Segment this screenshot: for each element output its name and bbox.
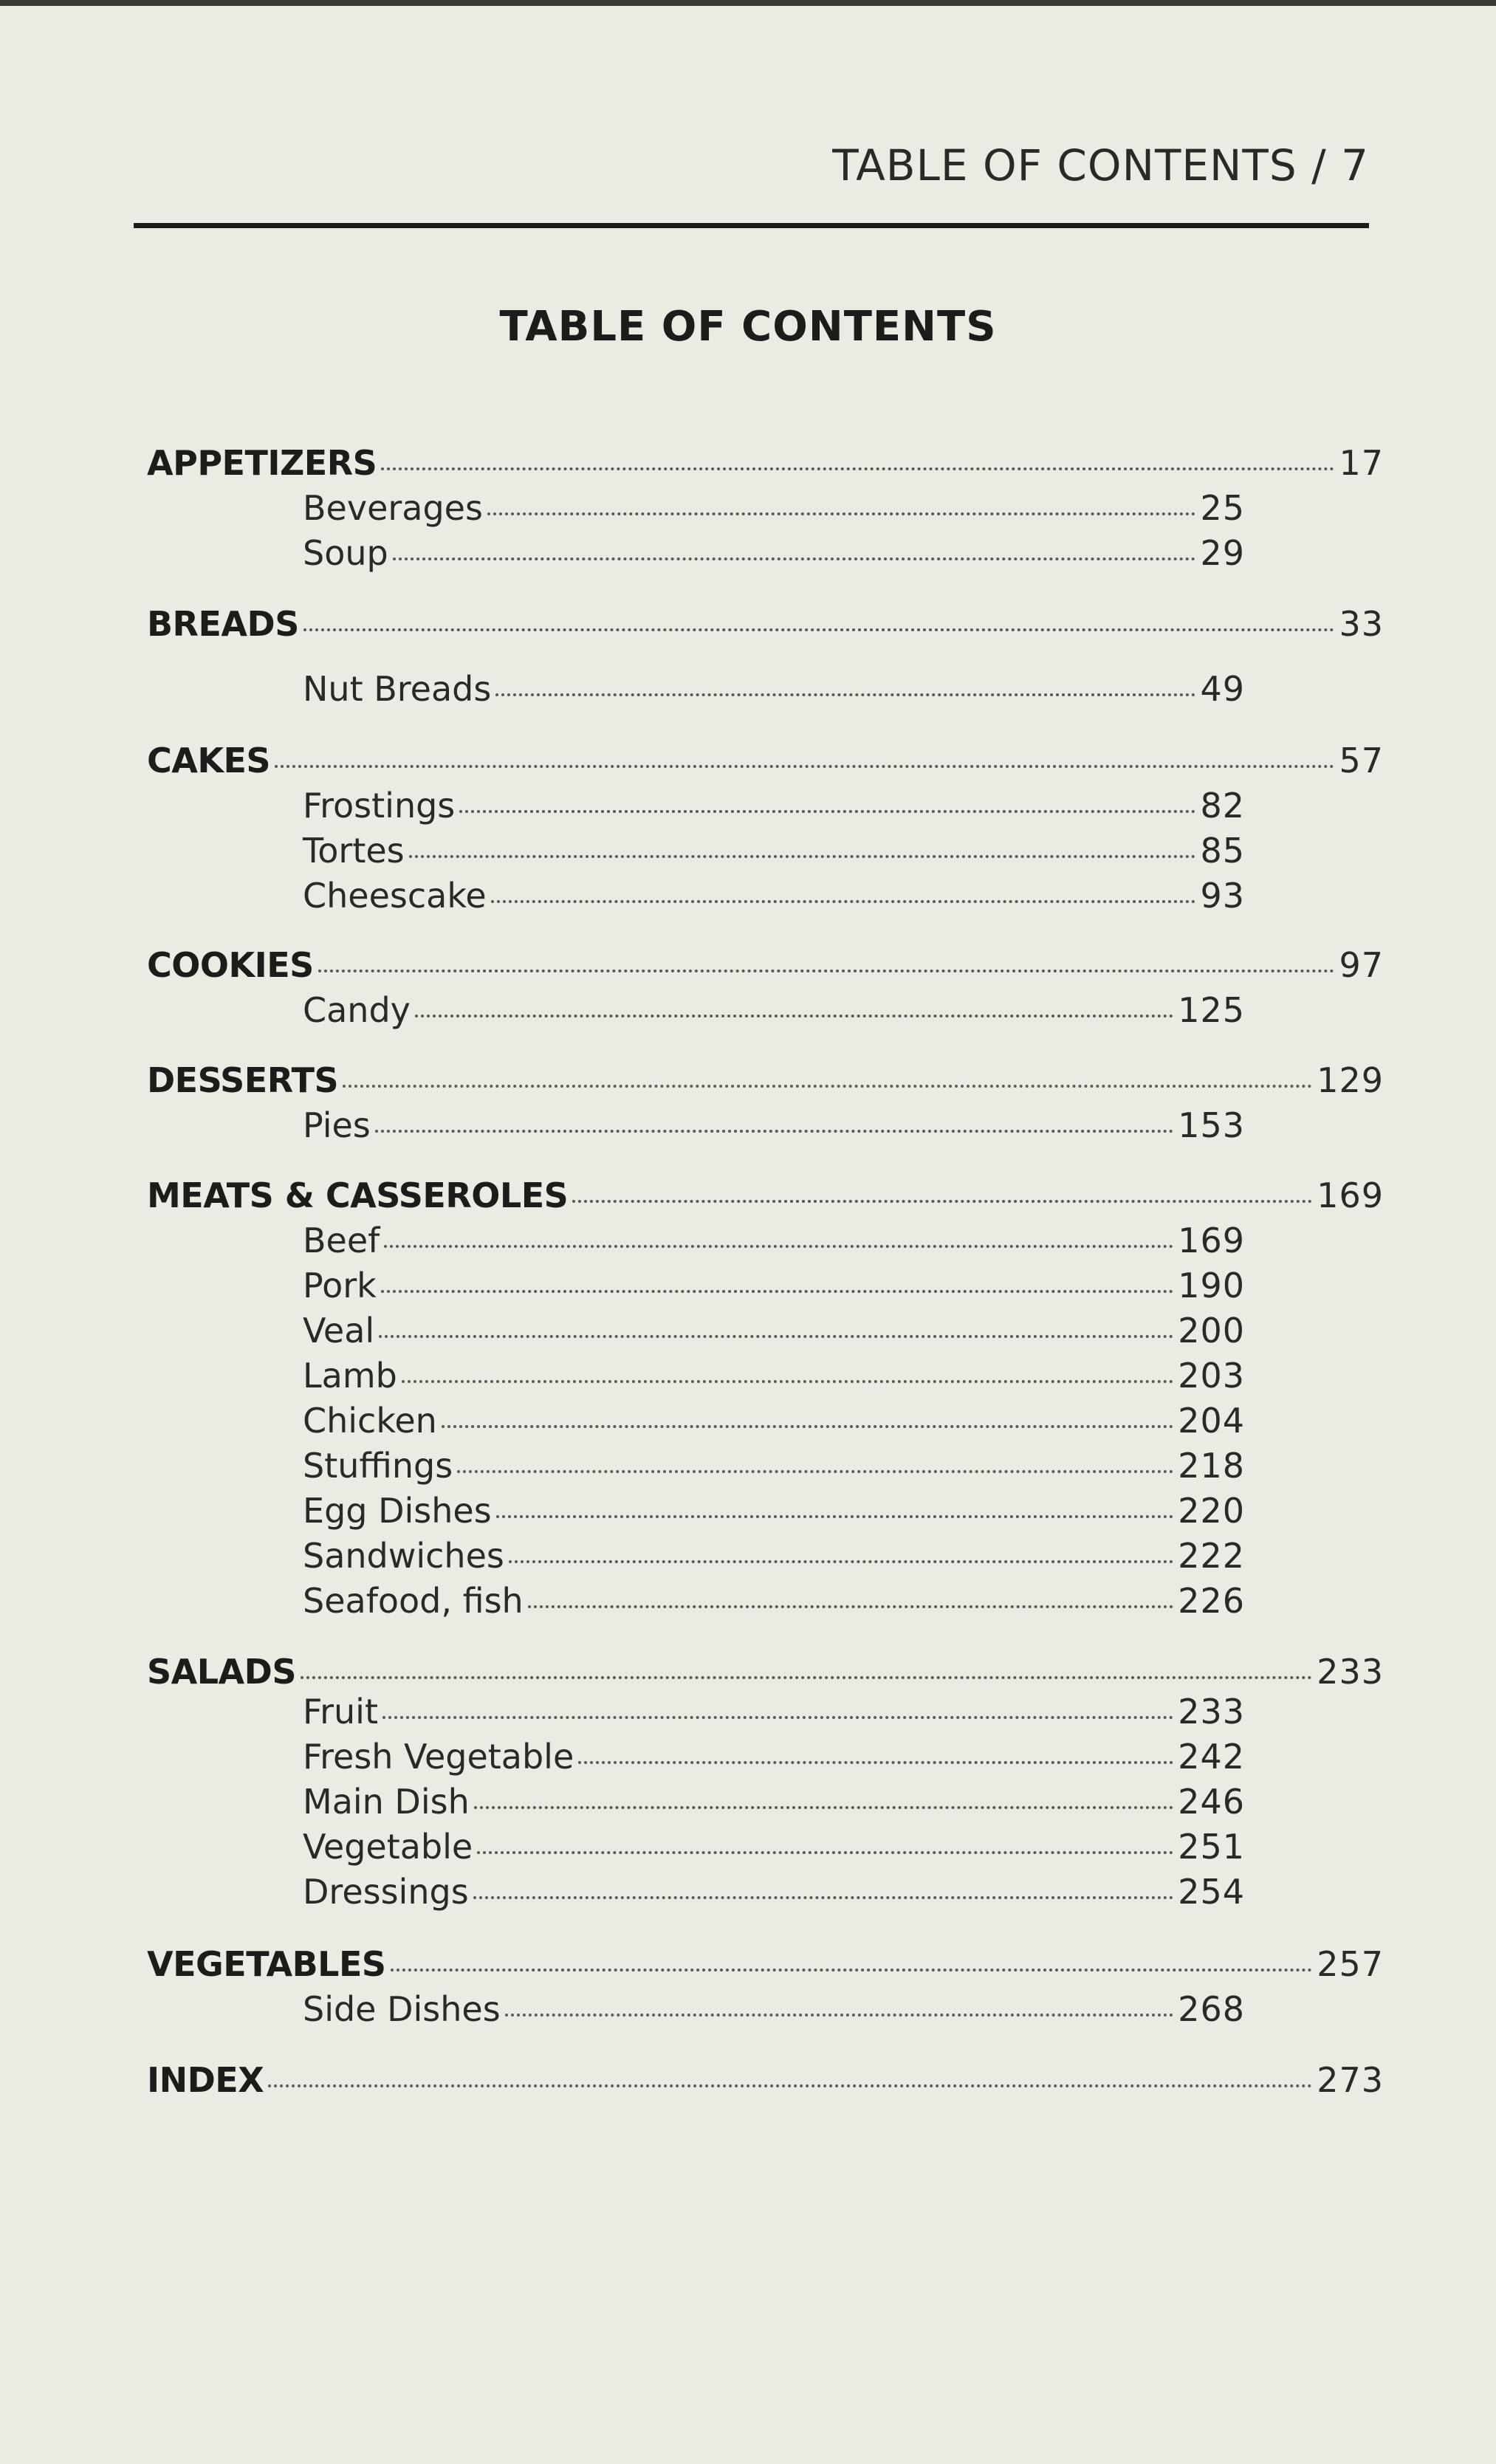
dot-leader [343,1085,1312,1088]
header-rule [134,223,1369,228]
toc-page-number: 85 [1200,831,1245,871]
toc-page-number: 233 [1178,1692,1245,1732]
toc-section-label: DESSERTS [147,1060,339,1100]
toc-page-number: 169 [1178,1221,1245,1260]
toc-entry-frostings [303,786,1245,833]
toc-page-number: 268 [1178,1989,1245,2029]
toc-page-number: 97 [1339,945,1384,985]
toc-section-label: SALADS [147,1652,296,1692]
dot-leader [393,557,1196,560]
toc-page-number: 29 [1200,533,1245,573]
toc-page-number: 200 [1178,1311,1245,1351]
toc-entry-label: Seafood, fish [303,1581,524,1621]
toc-page-number: 254 [1178,1872,1245,1912]
toc-entry-label: Beef [303,1221,380,1260]
toc-entry-label: Fresh Vegetable [303,1737,574,1777]
toc-entry-label: Stuffings [303,1446,453,1486]
toc-section-appetizers [147,443,1384,490]
toc-page-number: 169 [1317,1176,1384,1215]
toc-entry-sandwiches [303,1536,1245,1583]
toc-entry-label: Pies [303,1105,371,1145]
toc-page-number: 233 [1317,1652,1384,1692]
toc-entry-label: Veal [303,1311,375,1351]
dot-leader [402,1380,1173,1383]
dot-leader [381,467,1334,470]
toc-section-label: CAKES [147,741,271,780]
dot-leader [381,1290,1173,1293]
toc-entry-pork [303,1266,1245,1313]
dot-leader [301,1676,1312,1679]
toc-page-number: 226 [1178,1581,1245,1621]
toc-page-number: 242 [1178,1737,1245,1777]
toc-section-label: BREADS [147,604,299,644]
toc-entry-side-dishes [303,1989,1245,2036]
dot-leader [442,1425,1173,1428]
toc-entry-pies [303,1105,1245,1153]
toc-entry-label: Candy [303,990,411,1030]
toc-page-number: 190 [1178,1266,1245,1305]
toc-entry-beef [303,1221,1245,1268]
toc-entry-nut-breads [303,669,1245,716]
toc-entry-label: Nut Breads [303,669,492,709]
toc-entry-stuffings [303,1446,1245,1493]
toc-entry-label: Fruit [303,1692,378,1732]
dot-leader [459,810,1195,813]
dot-leader [457,1470,1173,1473]
toc-entry-candy [303,990,1245,1037]
toc-entry-label: Vegetable [303,1827,473,1867]
toc-section-label: APPETIZERS [147,443,377,483]
toc-page-number: 246 [1178,1782,1245,1822]
toc-section-desserts [147,1060,1384,1108]
toc-page-number: 204 [1178,1401,1245,1441]
toc-entry-fruit [303,1692,1245,1739]
dot-leader [505,2014,1173,2017]
toc-entry-egg-dishes [303,1491,1245,1538]
toc-entry-tortes [303,831,1245,878]
toc-page-number: 222 [1178,1536,1245,1576]
toc-entry-label: Soup [303,533,388,573]
toc-entry-veal [303,1311,1245,1358]
dot-leader [578,1761,1173,1764]
dot-leader [379,1335,1173,1338]
toc-page-number: 273 [1317,2060,1384,2100]
toc-page-number: 17 [1339,443,1384,483]
toc-section-label: COOKIES [147,945,314,985]
toc-page-number: 25 [1200,488,1245,528]
toc-entry-beverages [303,488,1245,535]
dot-leader [496,1515,1174,1518]
toc-entry-label: Tortes [303,831,405,871]
toc-page-number: 218 [1178,1446,1245,1486]
toc-section-label: INDEX [147,2060,264,2100]
toc-page-number: 49 [1200,669,1245,709]
dot-leader [487,512,1196,515]
toc-entry-label: Lamb [303,1356,397,1396]
toc-entry-label: Pork [303,1266,377,1305]
toc-entry-soup [303,533,1245,580]
toc-entry-fresh-vegetable [303,1737,1245,1784]
dot-leader [477,1851,1173,1854]
toc-entry-label: Cheescake [303,876,487,916]
toc-entry-cheescake [303,876,1245,923]
toc-page-number: 153 [1178,1105,1245,1145]
toc-section-breads [147,604,1384,651]
toc-entry-dressings [303,1872,1245,1919]
toc-entry-label: Side Dishes [303,1989,501,2029]
dot-leader [415,1015,1173,1017]
toc-entry-label: Egg Dishes [303,1491,492,1531]
toc-page-number: 125 [1178,990,1245,1030]
toc-section-label: VEGETABLES [147,1944,386,1984]
toc-section-index [147,2060,1384,2107]
toc-entry-label: Beverages [303,488,483,528]
toc-entry-seafood-fish [303,1581,1245,1628]
dot-leader [268,2084,1312,2087]
dot-leader [391,1969,1313,1971]
page-title: TABLE OF CONTENTS [499,303,997,351]
toc-section-cookies [147,945,1384,992]
toc-section-vegetables [147,1944,1384,1991]
toc-entry-main-dish [303,1782,1245,1829]
toc-page-number: 251 [1178,1827,1245,1867]
toc-entry-label: Frostings [303,786,456,826]
toc-page-number: 93 [1200,876,1245,916]
running-header: TABLE OF CONTENTS / 7 [832,140,1369,191]
dot-leader [509,1560,1173,1563]
toc-page-number: 220 [1178,1491,1245,1531]
dot-leader [409,855,1196,858]
dot-leader [474,1806,1173,1809]
dot-leader [572,1200,1312,1203]
toc-page-number: 33 [1339,604,1384,644]
dot-leader [375,1130,1173,1133]
page-top-edge [0,0,1496,6]
dot-leader [275,765,1334,768]
dot-leader [495,693,1195,696]
dot-leader [382,1716,1173,1719]
toc-page-number: 203 [1178,1356,1245,1396]
toc-section-label: MEATS & CASSEROLES [147,1176,569,1215]
toc-page-number: 82 [1200,786,1245,826]
dot-leader [491,900,1196,903]
toc-page-number: 129 [1317,1060,1384,1100]
toc-section-cakes [147,741,1384,788]
toc-page-number: 257 [1317,1944,1384,1984]
dot-leader [318,970,1335,972]
dot-leader [384,1245,1173,1248]
toc-page-number: 57 [1339,741,1384,780]
dot-leader [473,1896,1174,1899]
toc-entry-label: Chicken [303,1401,437,1441]
toc-entry-lamb [303,1356,1245,1403]
dot-leader [528,1605,1173,1608]
dot-leader [303,628,1335,631]
toc-entry-vegetable [303,1827,1245,1874]
toc-entry-label: Dressings [303,1872,469,1912]
toc-section-meats-casseroles [147,1176,1384,1223]
toc-entry-chicken [303,1401,1245,1448]
toc-entry-label: Main Dish [303,1782,470,1822]
toc-entry-label: Sandwiches [303,1536,504,1576]
